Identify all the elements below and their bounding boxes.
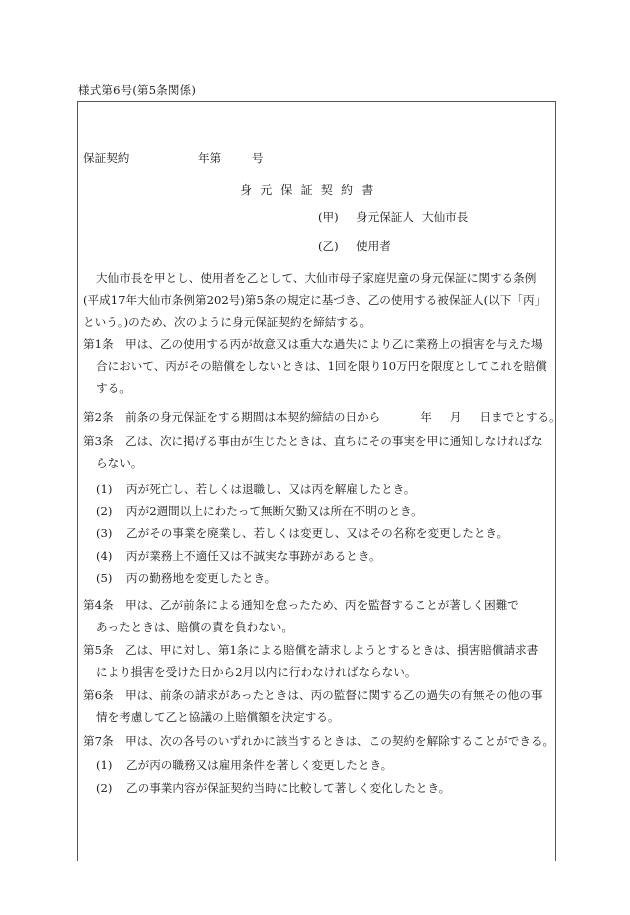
party-b [318,238,391,254]
preamble-line-3: という。)のため、次のように身元保証契約を締結する。 [83,315,372,329]
party-a [318,209,468,225]
article-6-line-2: 情を考慮して乙と協議の上賠償額を決定する。 [96,710,340,724]
article-3-item-1 [96,481,563,497]
article-7-line-1: 第7条 甲は、次の各号のいずれかに該当するときは、この契約を解除することができる。 [83,734,555,748]
form-number-label: 様式第6号(第5条関係) [78,83,197,97]
contract-label: 保証契約 [83,151,130,165]
article-1-line-3: する。 [96,381,131,395]
article-2-text: 第2条 前条の身元保証をする期間は本契約締結の日から [83,410,381,424]
item-text: 丙が業務上不適任又は不誠実な事跡があるとき。 [126,549,381,563]
article-3-item-2 [96,503,563,519]
article-4-line-1: 第4条 甲は、乙が前条による通知を怠ったため、丙を監督することが著しく困難で [83,598,519,612]
article-6-line-1: 第6条 甲は、前条の請求があったときは、丙の監督に関する乙の過失の有無その他の事 [83,688,543,702]
item-text: 丙が死亡し、若しくは退職し、又は丙を解雇したとき。 [126,482,416,496]
article-2-line [83,409,561,425]
article-2-year: 年 [420,410,432,424]
item-text: 丙の勤務地を変更したとき。 [126,571,277,585]
party-a-desc: 身元保証人 [356,210,414,224]
contract-year-label: 年第 [198,151,222,165]
article-2-day: 日までとする。 [479,410,561,424]
article-3-line-1: 第3条 乙は、次に掲げる事由が生じたときは、直ちにその事実を甲に通知しなければな [83,434,543,448]
item-number: (3) [96,526,113,540]
article-5-line-1: 第5条 乙は、甲に対し、第1条による賠償を請求しようとするときは、損害賠償請求書 [83,643,539,657]
article-1-line-2: 合において、丙がその賠償をしないときは、1回を限り10万円を限度としてこれを賠償 [96,359,547,373]
item-text: 乙が丙の職務又は雇用条件を著しく変更したとき。 [126,758,393,772]
preamble-line-1: 大仙市長を甲とし、使用者を乙として、大仙市母子家庭児童の身元保証に関する条例 [96,271,537,285]
article-3-line-2: らない。 [96,456,143,470]
party-b-desc: 使用者 [356,239,391,253]
item-text: 乙の事業内容が保証契約当時に比較して著しく変化したとき。 [126,781,451,795]
article-3-item-5 [96,570,563,586]
preamble-line-2: (平成17年大仙市条例第202号)第5条の規定に基づき、乙の使用する被保証人(以下「丙」 [83,293,547,307]
article-1-line-1: 第1条 甲は、乙の使用する丙が故意又は重大な過失により乙に業務上の損害を与えた場 [83,337,543,351]
article-7-item-1 [96,757,563,773]
article-2-month: 月 [449,410,462,424]
article-5-line-2: により損害を受けた日から2月以内に行わなければならない。 [96,665,417,679]
article-7-item-2 [96,780,563,796]
contract-number-suffix: 号 [252,151,264,165]
item-number: (4) [96,549,113,563]
document-title: 身元保証契約書 [240,183,382,197]
party-b-role: (乙) [318,239,339,253]
item-number: (1) [96,758,113,772]
item-text: 乙がその事業を廃業し、若しくは変更し、又はその名称を変更したとき。 [126,526,509,540]
item-text: 丙が2週間以上にわたって無断欠勤又は所在不明のとき。 [126,504,423,518]
contract-number-line [83,150,550,166]
party-a-role: (甲) [318,210,339,224]
article-4-line-2: あったときは、賠償の責を負わない。 [96,620,293,634]
item-number: (2) [96,781,113,795]
article-3-item-4 [96,548,563,564]
item-number: (1) [96,482,113,496]
item-number: (5) [96,571,113,585]
party-a-name: 大仙市長 [421,210,469,224]
article-3-item-3 [96,525,563,541]
item-number: (2) [96,504,113,518]
